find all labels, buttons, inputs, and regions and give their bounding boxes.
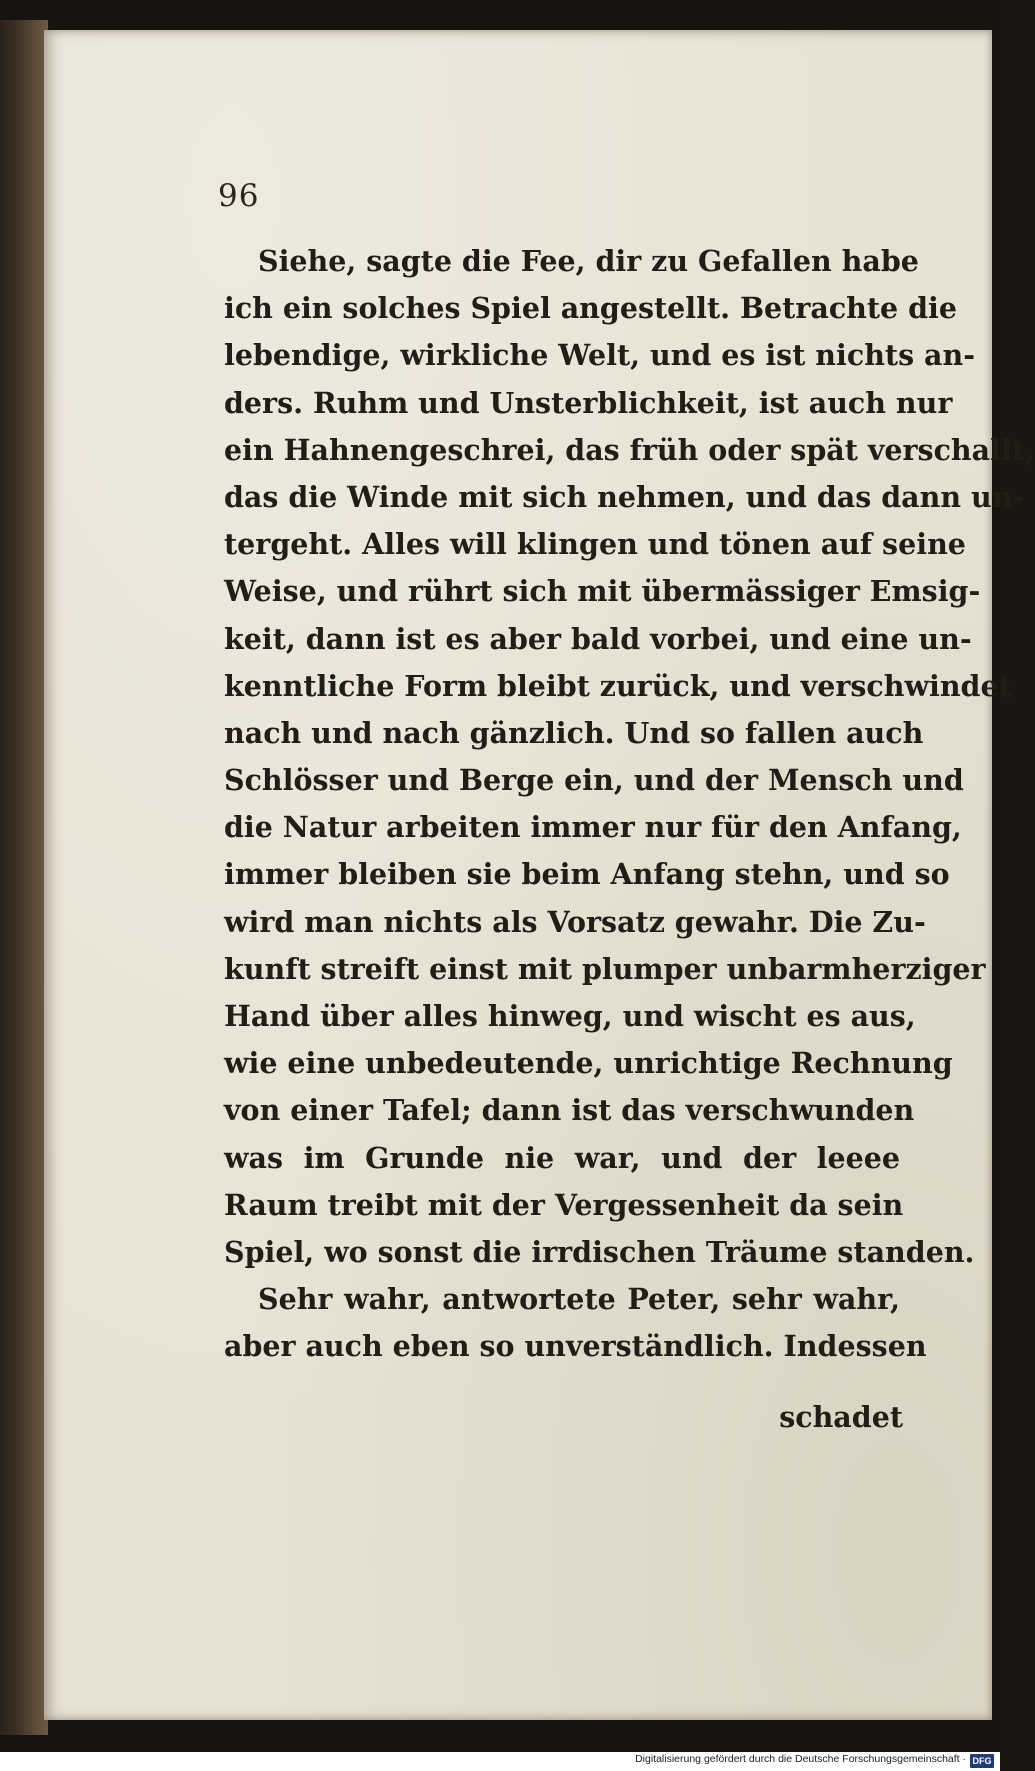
text-line: wird man nichts als Vorsatz gewahr. Die Zu- bbox=[224, 904, 926, 939]
text-line: das die Winde mit sich nehmen, und das dann un- bbox=[224, 479, 1025, 514]
book-spine-edge bbox=[0, 20, 48, 1735]
text-line: immer bleiben sie beim Anfang stehn, und so bbox=[224, 857, 950, 892]
text-line: ders. Ruhm und Unsterblichkeit, ist auch nur bbox=[224, 385, 953, 420]
text-line: die Natur arbeiten immer nur für den Anfang, bbox=[224, 810, 962, 845]
text-line: aber auch eben so unverständlich. Indessen bbox=[224, 1329, 927, 1364]
dfg-logo-icon: DFG bbox=[970, 1754, 994, 1768]
text-line: Schlösser und Berge ein, und der Mensch und bbox=[224, 763, 964, 798]
text-line: Siehe, sagte die Fee, dir zu Gefallen habe bbox=[258, 244, 919, 278]
text-line: Weise, und rührt sich mit übermässiger Emsig- bbox=[224, 574, 981, 609]
text-line: keit, dann ist es aber bald vorbei, und eine un- bbox=[224, 621, 972, 656]
text-line: ein Hahnengeschrei, das früh oder spät verschallt, bbox=[224, 432, 1035, 467]
text-line: wie eine unbedeutende, unrichtige Rechnung bbox=[224, 1046, 953, 1081]
page-number: 96 bbox=[218, 178, 260, 214]
text-line: nach und nach gänzlich. Und so fallen auch bbox=[224, 715, 924, 750]
text-line: Hand über alles hinweg, und wischt es aus, bbox=[224, 999, 916, 1033]
text-line: kenntliche Form bleibt zurück, und verschwindet bbox=[224, 668, 1012, 703]
text-line: Spiel, wo sonst die irrdischen Träume standen. bbox=[224, 1234, 975, 1269]
text-line: ich ein solches Spiel angestellt. Betrachte die bbox=[224, 291, 957, 326]
text-line: lebendige, wirkliche Welt, und es ist nichts an- bbox=[224, 338, 976, 373]
digitization-credit: Digitalisierung gefördert durch die Deutsche Forschungsgemeinschaft · bbox=[635, 1753, 966, 1765]
body-text bbox=[224, 238, 1035, 1371]
catchword: schadet bbox=[779, 1400, 903, 1434]
text-line: kunft streift einst mit plumper unbarmherziger bbox=[224, 951, 986, 986]
text-line: tergeht. Alles will klingen und tönen auf seine bbox=[224, 527, 966, 562]
text-line: Sehr wahr, antwortete Peter, sehr wahr, bbox=[258, 1282, 900, 1317]
text-line: Raum treibt mit der Vergessenheit da sein bbox=[224, 1187, 904, 1222]
text-line: von einer Tafel; dann ist das verschwunden bbox=[224, 1093, 915, 1128]
text-line: was im Grunde nie war, und der leeee bbox=[224, 1140, 900, 1175]
